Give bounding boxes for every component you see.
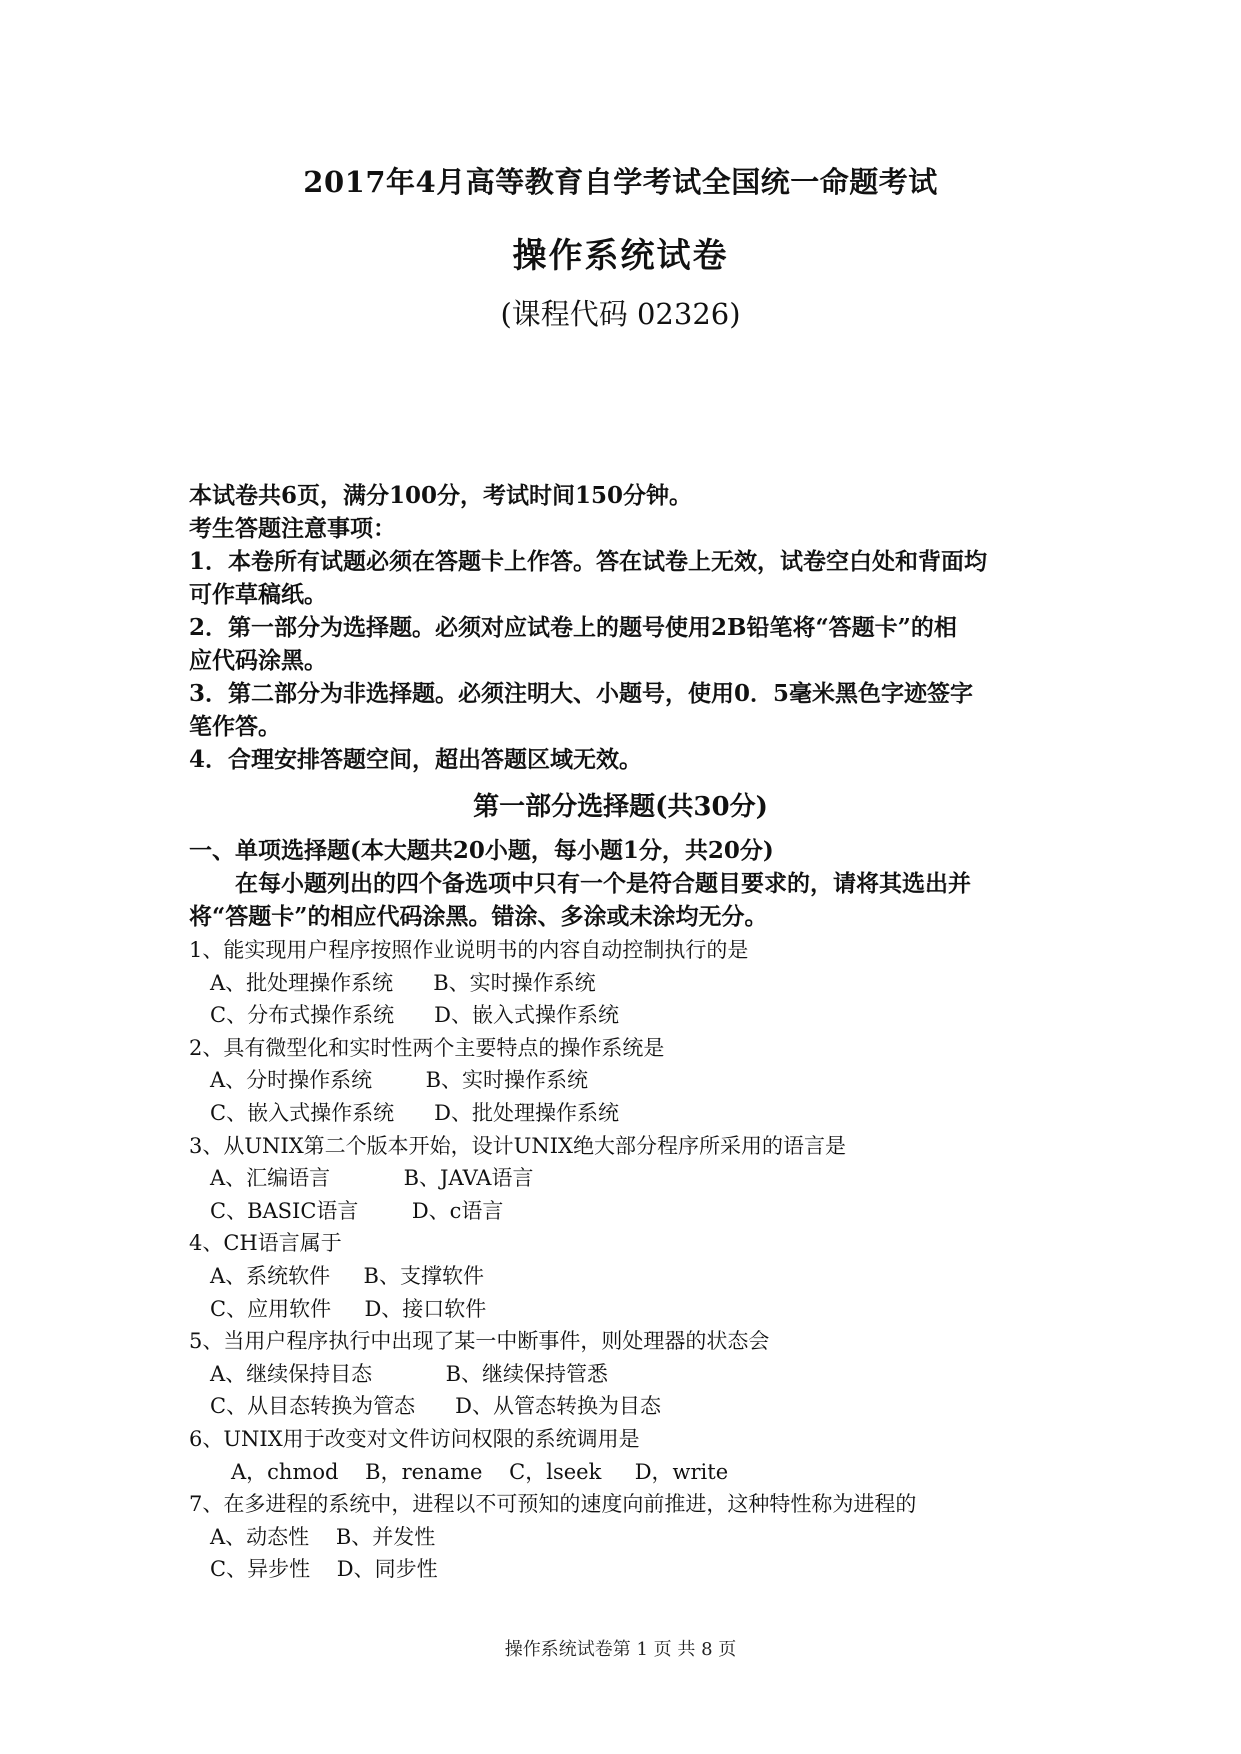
option: A、继续保持目态 xyxy=(210,1361,446,1386)
option: D、接口软件 xyxy=(364,1296,487,1321)
exam-notes xyxy=(189,479,1069,776)
option: D、c语言 xyxy=(411,1198,504,1223)
question-stem: 3、从UNIX第二个版本开始，设计UNIX绝大部分程序所采用的语言是 xyxy=(189,1133,846,1158)
option-row xyxy=(189,1521,1089,1554)
option: A、分时操作系统 xyxy=(210,1068,426,1093)
option: C、分布式操作系统 xyxy=(210,1003,435,1028)
page-footer: 操作系统试卷第 1 页 共 8 页 xyxy=(504,1639,737,1660)
course-code: (课程代码 02326) xyxy=(500,297,741,331)
option-row xyxy=(189,1260,1089,1293)
question-stem: 6、UNIX用于改变对文件访问权限的系统调用是 xyxy=(189,1426,640,1451)
question-stem: 2、具有微型化和实时性两个主要特点的操作系统是 xyxy=(189,1035,665,1060)
option: A、动态性 xyxy=(210,1524,336,1549)
notes-line: 1．本卷所有试题必须在答题卡上作答。答在试卷上无效，试卷空白处和背面均 xyxy=(189,548,988,575)
option-row xyxy=(189,1553,1089,1586)
notes-line: 4．合理安排答题空间，超出答题区域无效。 xyxy=(189,746,643,773)
part-one-title: 第一部分选择题(共30分) xyxy=(473,792,768,822)
option: C，lseek xyxy=(509,1459,635,1484)
section-instruction: 将“答题卡”的相应代码涂黑。错涂、多涂或未涂均无分。 xyxy=(189,903,768,930)
option: A、批处理操作系统 xyxy=(210,970,434,995)
option: D、从管态转换为目态 xyxy=(455,1394,661,1419)
option: D、嵌入式操作系统 xyxy=(434,1003,619,1028)
paper-title: 操作系统试卷 xyxy=(512,236,729,276)
notes-line: 笔作答。 xyxy=(189,713,281,740)
option: B、并发性 xyxy=(335,1524,436,1549)
notes-line: 3．第二部分为非选择题。必须注明大、小题号，使用0．5毫米黑色字迹签字 xyxy=(189,680,974,707)
option: C、BASIC语言 xyxy=(210,1198,412,1223)
option: C、异步性 xyxy=(210,1557,337,1582)
option-row xyxy=(189,1456,1089,1489)
notes-line: 可作草稿纸。 xyxy=(189,581,327,608)
option-row xyxy=(189,1195,1089,1228)
section-heading: 一、单项选择题(本大题共20小题，每小题1分，共20分) xyxy=(189,837,774,864)
option: B，rename xyxy=(365,1459,510,1484)
option-row xyxy=(189,1064,1089,1097)
question-list xyxy=(189,934,1089,1586)
option: A，chmod xyxy=(231,1459,366,1484)
option: C、嵌入式操作系统 xyxy=(210,1100,435,1125)
option-row xyxy=(189,967,1089,1000)
question-stem: 5、当用户程序执行中出现了某一中断事件，则处理器的状态会 xyxy=(189,1329,770,1354)
option: B、JAVA语言 xyxy=(403,1166,534,1191)
option-row xyxy=(189,999,1089,1032)
option: B、实时操作系统 xyxy=(425,1068,589,1093)
exam-header-title: 2017年4月高等教育自学考试全国统一命题考试 xyxy=(303,165,938,199)
section-single-choice xyxy=(189,834,1069,933)
question-stem: 1、能实现用户程序按照作业说明书的内容自动控制执行的是 xyxy=(189,938,749,962)
option: C、应用软件 xyxy=(210,1296,365,1321)
section-instruction: 在每小题列出的四个备选项中只有一个是符合题目要求的，请将其选出并 xyxy=(235,870,971,897)
option-row xyxy=(189,1390,1089,1423)
option: B、支撑软件 xyxy=(363,1263,484,1288)
option-row xyxy=(189,1162,1089,1195)
option: D，write xyxy=(634,1459,729,1484)
option: D、同步性 xyxy=(336,1557,438,1582)
notes-line: 2．第一部分为选择题。必须对应试卷上的题号使用2B铅笔将“答题卡”的相 xyxy=(189,614,957,641)
option: D、批处理操作系统 xyxy=(434,1100,619,1125)
notes-line: 本试卷共6页，满分100分，考试时间150分钟。 xyxy=(189,482,693,509)
notes-line: 应代码涂黑。 xyxy=(189,647,327,674)
option-row xyxy=(189,1293,1089,1326)
notes-line: 考生答题注意事项： xyxy=(189,515,396,542)
option: A、汇编语言 xyxy=(210,1166,404,1191)
option-row xyxy=(189,1358,1089,1391)
option: C、从目态转换为管态 xyxy=(210,1394,456,1419)
option: B、实时操作系统 xyxy=(433,970,596,995)
question-stem: 4、CH语言属于 xyxy=(189,1231,342,1256)
option-row xyxy=(189,1097,1089,1130)
option: B、继续保持管悉 xyxy=(445,1361,609,1386)
option: A、系统软件 xyxy=(210,1263,364,1288)
question-stem: 7、在多进程的系统中，进程以不可预知的速度向前推进，这种特性称为进程的 xyxy=(189,1492,917,1517)
